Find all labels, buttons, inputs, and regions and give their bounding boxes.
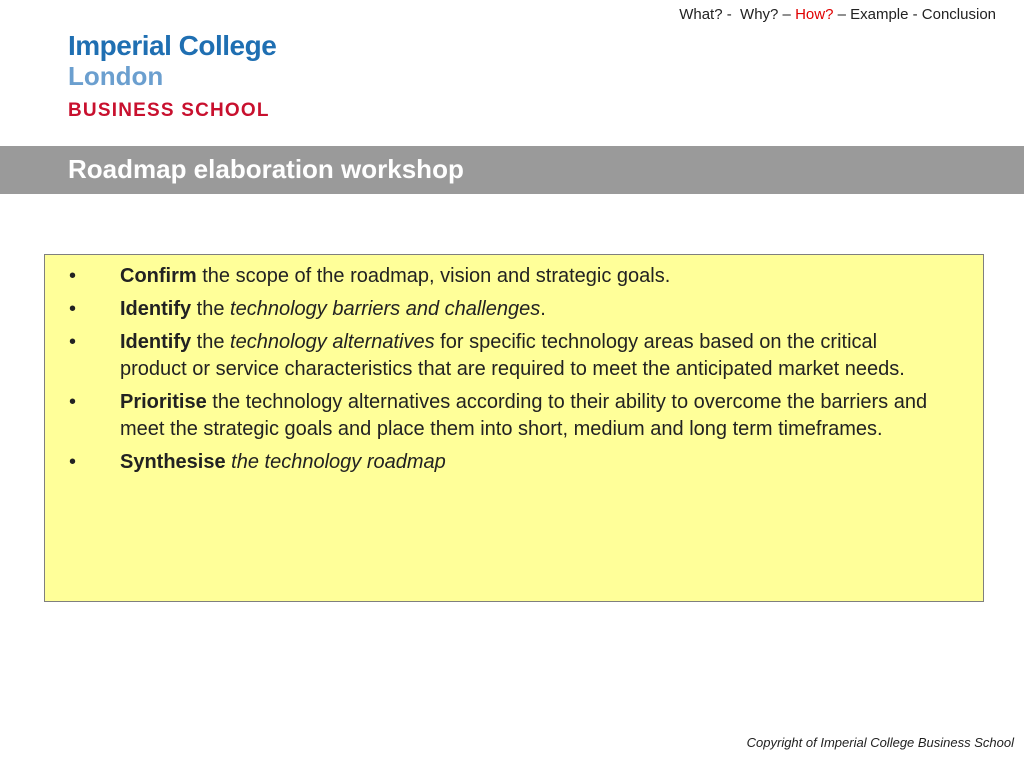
bullet-keyword: Identify	[120, 331, 192, 353]
bullet-marker: •	[69, 298, 77, 320]
nav-sections-after: – Example - Conclusion	[833, 6, 996, 23]
bullet-keyword: Synthesise	[120, 451, 226, 473]
bullet-keyword: Prioritise	[120, 391, 207, 413]
bullet-item-identify-alternatives	[69, 329, 949, 383]
bullet-text-end: .	[540, 298, 546, 320]
bullet-keyword: Identify	[120, 298, 192, 320]
title-band	[0, 146, 1024, 194]
bullet-item-identify-barriers	[69, 296, 949, 323]
bullet-text: the	[191, 298, 231, 320]
bullet-marker: •	[69, 265, 77, 287]
bullet-item-prioritise	[69, 389, 949, 443]
copyright-footer: Copyright of Imperial College Business School	[746, 735, 1014, 750]
bullet-item-confirm	[69, 263, 949, 290]
bullet-marker: •	[69, 451, 77, 473]
nav-current-section: How?	[795, 6, 834, 23]
bullet-text: the	[191, 331, 231, 353]
logo-imperial-college: Imperial College	[68, 30, 277, 61]
content-box	[44, 254, 984, 602]
bullet-keyword: Confirm	[120, 265, 197, 287]
bullet-text: the scope of the roadmap, vision and strategic goals.	[196, 265, 671, 287]
logo-london: London	[68, 61, 164, 91]
bullet-text-end: for specific technology areas based on the critical product or service characteristics that are required to meet the anticipated market needs.	[120, 331, 905, 380]
bullet-emphasis: technology alternatives	[230, 331, 435, 353]
bullet-text: the technology alternatives according to their ability to overcome the barriers and meet the strategic goals and place them into short, medium and long term timeframes.	[120, 391, 928, 440]
bullet-emphasis: technology barriers and challenges	[230, 298, 541, 320]
bullet-marker: •	[69, 331, 77, 353]
bullet-list	[69, 263, 949, 482]
bullet-item-synthesise	[69, 449, 949, 476]
logo-business-school: BUSINESS SCHOOL	[68, 100, 270, 121]
section-navigation	[679, 6, 996, 23]
nav-sections-before: What? - Why? –	[679, 6, 796, 23]
slide-title: Roadmap elaboration workshop	[68, 154, 464, 184]
bullet-marker: •	[69, 391, 77, 413]
bullet-emphasis: the technology roadmap	[231, 451, 446, 473]
